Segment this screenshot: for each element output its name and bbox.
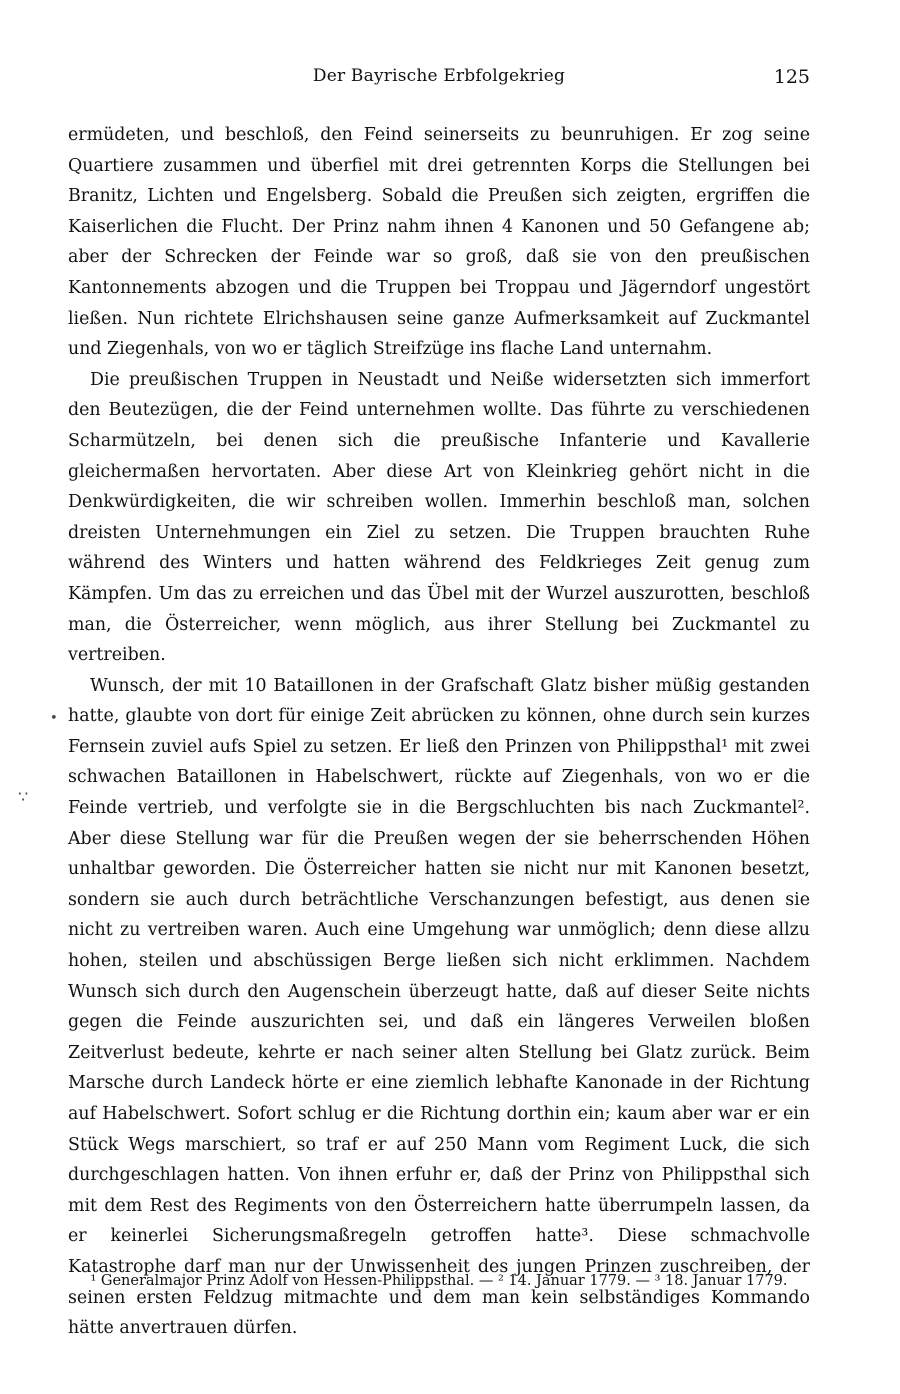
paragraph: ermüdeten, und beschloß, den Feind seinerseits zu beunruhigen. Er zog seine Quartiere zusammen und überfiel mit drei getrennten Korps die Stellungen bei Branitz, Lichten und Engelsberg. Sobald die Preußen sich zeigten, ergriffen die Kaiserlichen die Flucht. Der Prinz nahm ihnen 4 Kanonen und 50 Gefangene ab; aber der Schrecken der Feinde war so groß, daß sie von den preußischen Kantonnements abzogen und die Truppen bei Troppau und Jägerndorf ungestört ließen. Nun richtete Elrichshausen seine ganze Aufmerksamkeit auf Zuckmantel und Ziegenhals, von wo er täglich Streifzüge ins flache Land unternahm. — [68, 125, 810, 360]
paragraph: Die preußischen Truppen in Neustadt und Neiße widersetzten sich immerfort den Beutezügen, die der Feind unternehmen wollte. Das führte zu verschiedenen Scharmützeln, bei denen sich die preußische Infanterie und Kavallerie gleichermaßen hervortaten. Aber diese Art von Kleinkrieg gehört nicht in die Denkwürdigkeiten, die wir schreiben wollen. Immerhin beschloß man, solchen dreisten Unternehmungen ein Ziel zu setzen. Die Truppen brauchten Ruhe während des Winters und hatten während des Feldkrieges Zeit genug zum Kämpfen. Um das zu erreichen und das Übel mit der Wurzel auszurotten, beschloß man, die Österreicher, wenn möglich, aus ihrer Stellung bei Zuckmantel zu vertreiben. — [68, 369, 810, 666]
paragraph: Wunsch, der mit 10 Bataillonen in der Grafschaft Glatz bisher müßig gestanden hatte, glaubte von dort für einige Zeit abrücken zu können, ohne durch sein kurzes Fernsein zuviel aufs Spiel zu setzen. Er ließ den Prinzen von Philippsthal¹ mit zwei schwachen Bataillonen in Habelschwert, rückte auf Ziegenhals, von wo er die Feinde vertrieb, und verfolgte sie in die Bergschluchten bis nach Zuckmantel². Aber diese Stellung war für die Preußen wegen der sie beherrschenden Höhen unhaltbar geworden. Die Österreicher hatten sie nicht nur mit Kanonen besetzt, sondern sie auch durch beträchtliche Verschanzungen befestigt, aus denen sie nicht zu vertreiben waren. Auch eine Umgehung war unmöglich; denn diese allzu hohen, steilen und abschüssigen Berge ließen sich nicht erklimmen. Nachdem Wunsch sich durch den Augenschein überzeugt hatte, daß auf dieser Seite nichts gegen die Feinde auszurichten sei, und daß ein längeres Verweilen bloßen Zeitverlust bedeute, kehrte er nach seiner alten Stellung bei Glatz zurück. Beim Marsche durch Landeck hörte er eine ziemlich lebhafte Kanonade in der Richtung auf Habelschwert. Sofort schlug er die Richtung dorthin ein; kaum aber war er ein Stück Wegs marschiert, so traf er auf 250 Mann vom Regiment Luck, die sich durchgeschlagen hatten. Von ihnen erfuhr er, daß der Prinz von Philippsthal sich mit dem Rest des Regiments von den Österreichern hatte überrumpeln lassen, da er keinerlei Sicherungsmaßregeln getroffen hatte³. Diese schmachvolle Katastrophe darf man nur der Unwissenheit des jungen Prinzen zuschreiben, der seinen ersten Feldzug mitmachte und dem man kein selbständiges Kommando hätte anvertrauen dürfen. — [68, 675, 810, 1339]
scan-speck: ∵ — [18, 787, 29, 806]
scan-speck: • — [50, 711, 58, 726]
body-text — [68, 120, 810, 1344]
page-number: 125 — [773, 66, 810, 88]
running-title: Der Bayrische Erbfolgekrieg — [312, 66, 566, 86]
running-head — [68, 66, 810, 94]
footnotes: ¹ Generalmajor Prinz Adolf von Hessen-Philippsthal. — ² 14. Januar 1779. — ³ 18. Januar 1779. — [90, 1273, 788, 1289]
